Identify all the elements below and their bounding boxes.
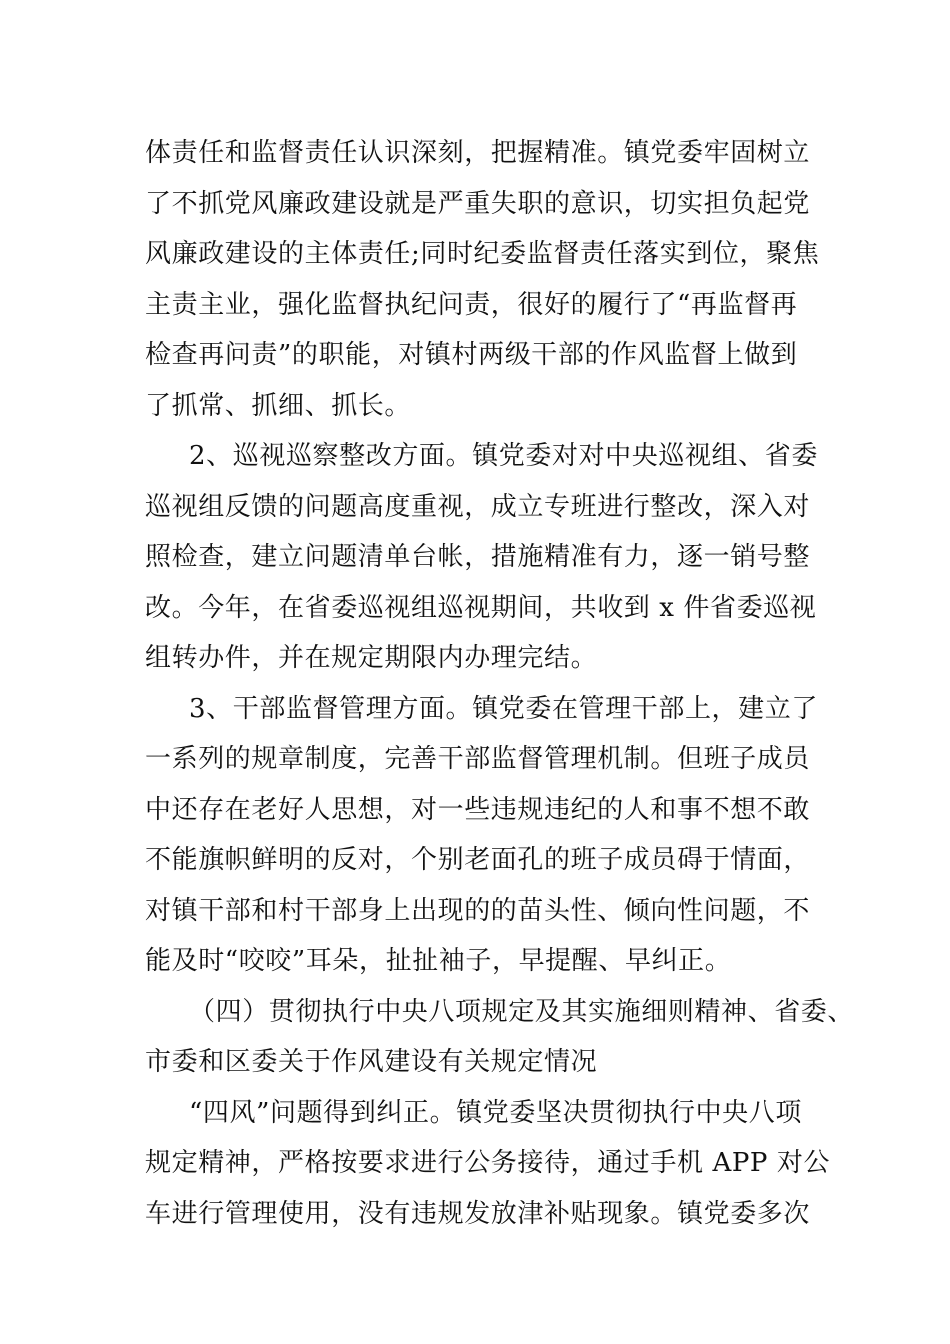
text-line-12: 3、干部监督管理方面。镇党委在管理干部上，建立了 — [189, 693, 818, 724]
text-line-3: 风廉政建设的主体责任;同时纪委监督责任落实到位，聚焦 — [145, 239, 820, 269]
text-line-21: 规定精神，严格按要求进行公务接待，通过手机 APP 对公 — [145, 1148, 831, 1178]
text-line-7: 2、巡视巡察整改方面。镇党委对对中央巡视组、省委 — [189, 441, 818, 471]
text-line-2: 了不抓党风廉政建设就是严重失职的意识，切实担负起党 — [145, 188, 811, 219]
text-line-10: 改。今年，在省委巡视组巡视期间，共收到 x 件省委巡视 — [145, 592, 817, 623]
text-line-13: 一系列的规章制度，完善干部监督管理机制。但班子成员 — [145, 744, 811, 774]
text-line-19: 市委和区委关于作风建设有关规定情况 — [145, 1047, 598, 1077]
text-line-5: 检查再问责”的职能，对镇村两级干部的作风监督上做到 — [145, 340, 798, 370]
text-line-4: 主责主业，强化监督执纪问责，很好的履行了“再监督再 — [145, 289, 798, 320]
text-line-17: 能及时“咬咬”耳朵，扯扯袖子，早提醒、早纠正。 — [145, 946, 732, 976]
text-line-6: 了抓常、抓细、抓长。 — [145, 390, 412, 421]
text-line-15: 不能旗帜鲜明的反对，个别老面孔的班子成员碍于情面， — [145, 845, 811, 875]
text-line-1: 体责任和监督责任认识深刻，把握精准。镇党委牢固树立 — [145, 138, 811, 168]
body-text — [145, 128, 855, 1239]
text-line-22: 车进行管理使用，没有违规发放津补贴现象。镇党委多次 — [145, 1198, 811, 1229]
text-line-8: 巡视组反馈的问题高度重视，成立专班进行整改，深入对 — [145, 491, 811, 522]
text-line-20: “四风”问题得到纠正。镇党委坚决贯彻执行中央八项 — [189, 1097, 802, 1128]
text-line-14: 中还存在老好人思想，对一些违规违纪的人和事不想不敢 — [145, 794, 811, 825]
text-line-16: 对镇干部和村干部身上出现的的苗头性、倾向性问题，不 — [145, 895, 811, 926]
text-line-18: （四）贯彻执行中央八项规定及其实施细则精神、省委、 — [189, 996, 855, 1027]
text-line-9: 照检查，建立问题清单台帐，措施精准有力，逐一销号整 — [145, 542, 811, 572]
text-line-11: 组转办件，并在规定期限内办理完结。 — [145, 643, 598, 673]
